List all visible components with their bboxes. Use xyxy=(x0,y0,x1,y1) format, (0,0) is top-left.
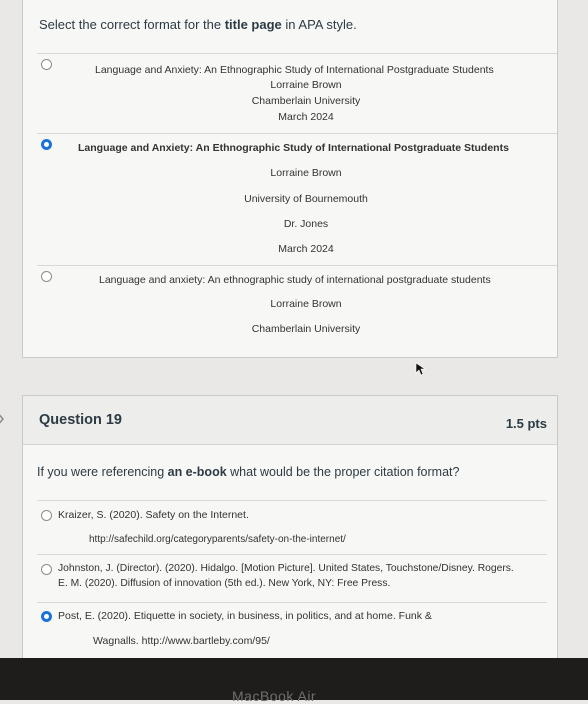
question-19-header xyxy=(23,396,557,445)
option-1-author: Lorraine Brown xyxy=(270,79,342,91)
question-pointer-icon xyxy=(0,410,8,428)
option-1-institution: Chamberlain University xyxy=(251,95,361,107)
device-label: MacBook Air xyxy=(232,688,317,704)
option-2-date: March 2024 xyxy=(278,243,334,255)
option-1-date: March 2024 xyxy=(278,111,334,123)
prompt-text-end: what would be the proper citation format? xyxy=(226,465,460,479)
citation-option-2-line-1: Johnston, J. (Director). (2020). Hidalgo. [Motion Picture]. United States, Touchstone/Disney. Rogers. xyxy=(58,563,514,574)
citation-option-3-line-2: Wagnalls. http://www.bartleby.com/95/ xyxy=(93,635,270,647)
divider xyxy=(37,133,557,134)
citation-option-1-radio[interactable] xyxy=(41,510,52,521)
option-2-author: Lorraine Brown xyxy=(270,167,342,179)
title-page-option-2-radio[interactable] xyxy=(41,139,52,150)
divider xyxy=(37,554,547,555)
citation-option-3-radio[interactable] xyxy=(41,611,52,622)
title-page-option-3-radio[interactable] xyxy=(41,271,52,282)
divider xyxy=(37,500,547,501)
question-18-card xyxy=(22,0,558,358)
question-18-prompt xyxy=(39,17,357,32)
question-19-card xyxy=(22,395,558,665)
prompt-bold: title page xyxy=(224,17,282,32)
title-page-option-1-radio[interactable] xyxy=(41,59,52,70)
divider xyxy=(37,265,557,266)
divider xyxy=(37,602,547,603)
option-3-institution: Chamberlain University xyxy=(251,323,361,335)
citation-option-1-url: http://safechild.org/categoryparents/safety-on-the-internet/ xyxy=(89,534,346,545)
option-3-title: Language and anxiety: An ethnographic study of international postgraduate students xyxy=(99,274,491,286)
prompt-text: If you were referencing xyxy=(37,465,168,479)
prompt-bold: an e-book xyxy=(167,465,227,479)
mouse-cursor-icon xyxy=(415,362,425,376)
citation-option-1-line-1: Kraizer, S. (2020). Safety on the Internet. xyxy=(58,509,249,521)
option-2-title: Language and Anxiety: An Ethnographic Study of International Postgraduate Students xyxy=(78,142,509,154)
question-title: Question 19 xyxy=(39,412,122,428)
question-points: 1.5 pts xyxy=(505,416,547,431)
prompt-text-end: in APA style. xyxy=(281,17,357,32)
citation-option-2-radio[interactable] xyxy=(41,564,52,575)
divider xyxy=(37,53,557,54)
option-1-title: Language and Anxiety: An Ethnographic Study of International Postgraduate Students xyxy=(95,64,494,76)
option-2-instructor: Dr. Jones xyxy=(283,218,329,230)
prompt-text: Select the correct format for the xyxy=(39,17,225,32)
citation-option-2-line-2: E. M. (2020). Diffusion of innovation (5th ed.). New York, NY: Free Press. xyxy=(58,578,391,589)
option-2-institution: University of Bournemouth xyxy=(244,193,368,205)
citation-option-3-line-1: Post, E. (2020). Etiquette in society, in business, in politics, and at home. Funk & xyxy=(58,610,432,622)
option-3-author: Lorraine Brown xyxy=(270,298,342,310)
question-19-prompt xyxy=(37,465,459,479)
